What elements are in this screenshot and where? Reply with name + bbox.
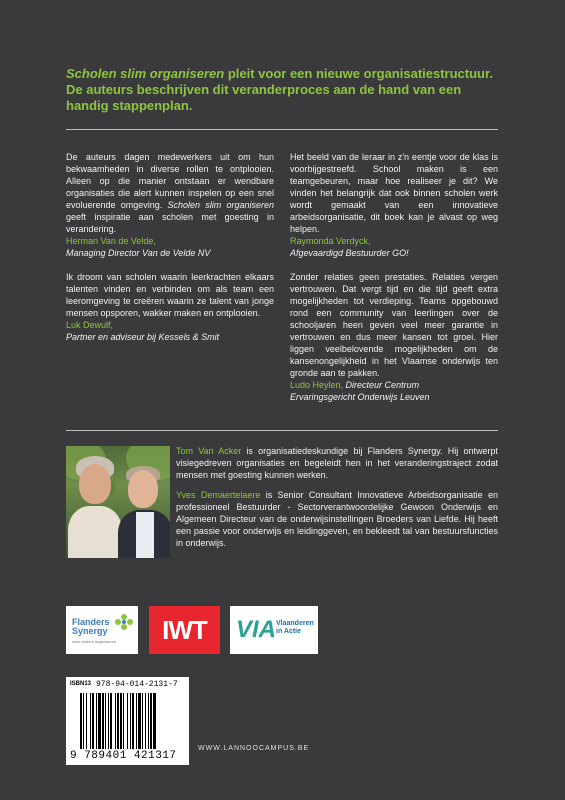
author-1-shirt — [68, 506, 122, 558]
barcode-bar — [153, 693, 156, 749]
divider-middle — [66, 430, 498, 431]
via-logo — [230, 606, 318, 654]
flanders-synergy-logo — [66, 606, 138, 654]
barcode-bar — [123, 693, 124, 749]
quote-author: Ludo Heylen, — [290, 380, 344, 390]
barcode-bar — [105, 693, 106, 749]
barcode-bar — [83, 693, 84, 749]
barcode-bar — [145, 693, 146, 749]
author-bios — [176, 445, 498, 557]
quotes-right-column — [290, 151, 498, 415]
barcode-bar — [136, 693, 137, 749]
barcode-bar — [120, 693, 122, 749]
barcode-bar — [102, 693, 104, 749]
barcode-bar — [148, 693, 149, 749]
bio-text: is organisatiedeskundige bij Flanders Synergy. Hij ontwerpt visiegedreven organisaties en begeleidt hen in het veranderingstraject zodat mensen met goesting kunnen werken. — [176, 446, 498, 480]
quote-text — [66, 271, 274, 319]
author-1-face — [79, 464, 111, 504]
flanders-flower-icon — [114, 612, 134, 634]
quote-text-part: De auteurs dagen medewerkers uit om hun bekwaamheden in diverse rollen te ontplooien. Alleen op die manier ontstaan er wendbare organisaties die alert kunnen inspelen op een snel evoluerende omgeving. — [66, 152, 274, 210]
barcode-bar — [90, 693, 91, 749]
isbn-label: ISBN13 — [70, 681, 92, 687]
quote-block — [290, 151, 498, 259]
bio-name: Yves Demaertelaere — [176, 490, 261, 500]
quote-text-part: geeft inspiratie aan scholen met goesting in verandering. — [66, 212, 274, 234]
quote-block — [66, 271, 274, 343]
barcode-bar — [80, 693, 82, 749]
quote-block — [66, 151, 274, 259]
quote-text: Het beeld van de leraar in z'n eentje voor de klas is voorbijgestreefd. School maken is een teamgebeuren, maar hoe realiseer je dit? We vinden het belangrijk dat ook binnen scholen werk wordt gemaakt van een innovatieve arbeidsorganisatie, dit boek kan je alvast op weg helpen. — [290, 152, 498, 234]
flanders-line-2: Synergy — [72, 626, 108, 636]
bio-text: is Senior Consultant Innovatieve Arbeidsorganisatie en professioneel Bestuurder - Sectorverantwoordelijke Gewoon Onderwijs en Algemeen Directeur van de onderwijsinstellingen Broeders van Liefde. Hij heeft een passie voor onderwijs en leidinggeven, en bekleedt tal van bestuursfuncties in onderwijs. — [176, 490, 498, 548]
barcode-bar — [98, 693, 101, 749]
quotes-left-column — [66, 151, 274, 355]
barcode-bar — [86, 693, 87, 749]
isbn-barcode-box — [66, 677, 189, 765]
author-2-shirt — [136, 512, 154, 558]
quote-author: Luk Dewulf, — [66, 320, 114, 330]
barcode-bar — [110, 693, 112, 749]
barcode-bar — [142, 693, 143, 749]
flanders-line-1: Flanders — [72, 617, 110, 627]
via-sub-line-2: in Actie — [276, 628, 302, 635]
bio-name: Tom Van Acker — [176, 446, 242, 456]
tagline-book-title: Scholen slim organiseren — [66, 66, 225, 81]
barcode-bar — [96, 693, 97, 749]
barcode — [80, 693, 184, 749]
quote-text — [66, 151, 274, 235]
barcode-bar — [130, 693, 131, 749]
bio-author-1 — [176, 445, 498, 481]
tagline — [66, 66, 506, 114]
bio-author-2 — [176, 489, 498, 549]
barcode-bar — [127, 693, 128, 749]
barcode-bar — [150, 693, 152, 749]
isbn-number: 978-94-014-2131-7 — [96, 680, 178, 689]
quote-text-part: Ik droom van scholen waarin leerkrachten elkaars talenten vinden en verbinden om als team een leeromgeving te creëren waarin ze talent van jonge mensen opsporen, wakker maken en ontplooien. — [66, 272, 274, 318]
authors-photo — [66, 446, 170, 558]
divider-top — [66, 129, 498, 130]
quote-text: Zonder relaties geen prestaties. Relaties vergen vertrouwen. Dat vergt tijd en die tijd geeft extra mogelijkheden tot verdieping. Teams opgebouwd rond een community van leerlingen over de schooljaren heen geven veel meer garantie in vertrouwen en dus meer kansen tot groei. Hier liggen veelbelovende mogelijkheden om de kansenongelijkheid in het Vlaamse onderwijs ten gronde aan te pakken. — [290, 272, 498, 378]
flanders-logo-subtitle: werk anders organiseren — [72, 639, 117, 644]
quote-block — [290, 271, 498, 403]
barcode-bar — [117, 693, 119, 749]
barcode-bar — [115, 693, 116, 749]
tagline-text: pleit voor een nieuwe organisatiestructuur. De auteurs beschrijven dit veranderproces aan de hand van een handig stappenplan. — [66, 66, 493, 113]
via-logo-subtitle — [276, 620, 314, 636]
author-2-face — [128, 470, 158, 508]
barcode-bar — [132, 693, 134, 749]
quote-book-title: Scholen slim organiseren — [167, 200, 274, 210]
quote-author-role-inline: Directeur Centrum — [343, 380, 420, 390]
quote-author-role: Partner en adviseur bij Kessels & Smit — [66, 332, 220, 342]
barcode-bar — [138, 693, 141, 749]
flanders-logo-text — [72, 618, 110, 636]
via-logo-text: VIA — [236, 616, 277, 643]
iwt-logo — [149, 606, 220, 654]
quote-author-role: Ervaringsgericht Onderwijs Leuven — [290, 392, 430, 402]
barcode-digits: 9 789401 421317 — [70, 750, 177, 762]
quote-author: Raymonda Verdyck, — [290, 236, 371, 246]
quote-author: Herman Van de Velde, — [66, 236, 156, 246]
barcode-bar — [108, 693, 109, 749]
barcode-bar — [92, 693, 94, 749]
quote-author-role: Afgevaardigd Bestuurder GO! — [290, 248, 409, 258]
quote-author-role: Managing Director Van de Velde NV — [66, 248, 211, 258]
quote-author-line — [290, 379, 498, 391]
publisher-url: WWW.LANNOOCAMPUS.BE — [198, 745, 310, 752]
iwt-logo-text: IWT — [162, 615, 207, 645]
via-sub-line-1: Vlaanderen — [276, 620, 314, 627]
